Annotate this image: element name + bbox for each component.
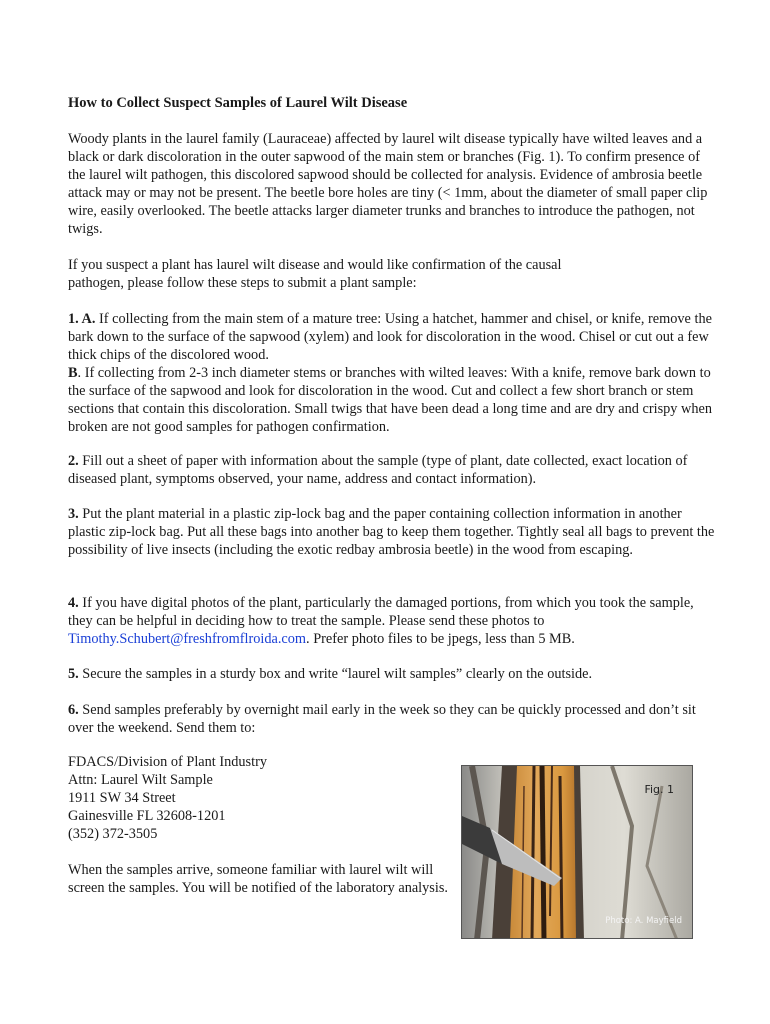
step-1b-label: B — [68, 365, 78, 381]
step-6-label: 6. — [68, 702, 79, 718]
step-1a-label: 1. A. — [68, 311, 96, 327]
photo-credit: Photo: A. Mayfield — [605, 916, 682, 926]
step-2-label: 2. — [68, 453, 79, 469]
step-6-paragraph — [68, 701, 718, 737]
step-3-label: 3. — [68, 506, 79, 522]
step-1-paragraph — [68, 310, 718, 436]
step-3-paragraph — [68, 505, 718, 559]
step-4-text-after: . Prefer photo files to be jpegs, less than 5 MB. — [306, 631, 575, 647]
figure-label: Fig. 1 — [644, 783, 674, 796]
step-1a-text: If collecting from the main stem of a mature tree: Using a hatchet, hammer and chisel, or knife, remove the bark down to the surface of the sapwood (xylem) and look for discoloration in the wood. Chisel or cut out a few thick chips of the discolored wood. — [68, 311, 712, 363]
step-5-paragraph — [68, 665, 718, 683]
step-5-label: 5. — [68, 666, 79, 682]
address-line: 1911 SW 34 Street — [68, 790, 176, 806]
step-6-text: Send samples preferably by overnight mail early in the week so they can be quickly processed and don’t sit over the weekend. Send them to: — [68, 702, 696, 736]
figure-1-photo — [461, 765, 693, 939]
step-4-paragraph — [68, 594, 718, 648]
document-title: How to Collect Suspect Samples of Laurel Wilt Disease — [68, 95, 408, 111]
mailing-address — [68, 753, 267, 843]
step-4-label: 4. — [68, 595, 79, 611]
lead-in-paragraph: If you suspect a plant has laurel wilt disease and would like confirmation of the causal pathogen, please follow these steps to submit a plant sample: — [68, 257, 562, 291]
closing-paragraph: When the samples arrive, someone familiar with laurel wilt will screen the samples. You will be notified of the laboratory analysis. — [68, 862, 448, 896]
step-3-text: Put the plant material in a plastic zip-lock bag and the paper containing collection information in another plastic zip-lock bag. Put all these bags into another bag to keep them together. Tightly seal all bags to prevent the possibility of live insects (including the exotic redbay ambrosia beetle) in the wood from escaping. — [68, 506, 715, 558]
step-1b-text: . If collecting from 2-3 inch diameter stems or branches with wilted leaves: With a knife, remove bark down to the surface of the sapwood and look for discoloration in the wood. Cut and collect a few short branch or stem sections that contain this discoloration. Small twigs that have been dead a long time and are dry and crispy when broken are not good samples for pathogen confirmation. — [68, 365, 712, 435]
step-5-text: Secure the samples in a sturdy box and write “laurel wilt samples” clearly on the outside. — [78, 666, 593, 682]
step-4-text-before: If you have digital photos of the plant, particularly the damaged portions, from which you took the sample, they can be helpful in deciding how to treat the sample. Please send these photos to — [68, 595, 694, 629]
step-2-text: Fill out a sheet of paper with information about the sample (type of plant, date collected, exact location of diseased plant, symptoms observed, your name, address and contact information). — [68, 453, 688, 487]
address-line: Attn: Laurel Wilt Sample — [68, 772, 213, 788]
intro-paragraph: Woody plants in the laurel family (Lauraceae) affected by laurel wilt disease typically have wilted leaves and a black or dark discoloration in the outer sapwood of the main stem or branches (Fig. 1). To confirm presence of the laurel wilt pathogen, this discolored sapwood should be collected for analysis. Evidence of ambrosia beetle attack may or may not be present. The beetle bore holes are tiny (< 1mm, about the diameter of small paper clip wire, easily overlooked. The beetle attacks larger diameter trunks and branches to introduce the pathogen, not twigs. — [68, 131, 708, 237]
step-2-paragraph — [68, 452, 718, 488]
email-link[interactable]: Timothy.Schubert@freshfromflroida.com — [68, 631, 307, 647]
address-phone: (352) 372-3505 — [68, 826, 158, 842]
address-line: FDACS/Division of Plant Industry — [68, 754, 267, 770]
address-line: Gainesville FL 32608-1201 — [68, 808, 226, 824]
